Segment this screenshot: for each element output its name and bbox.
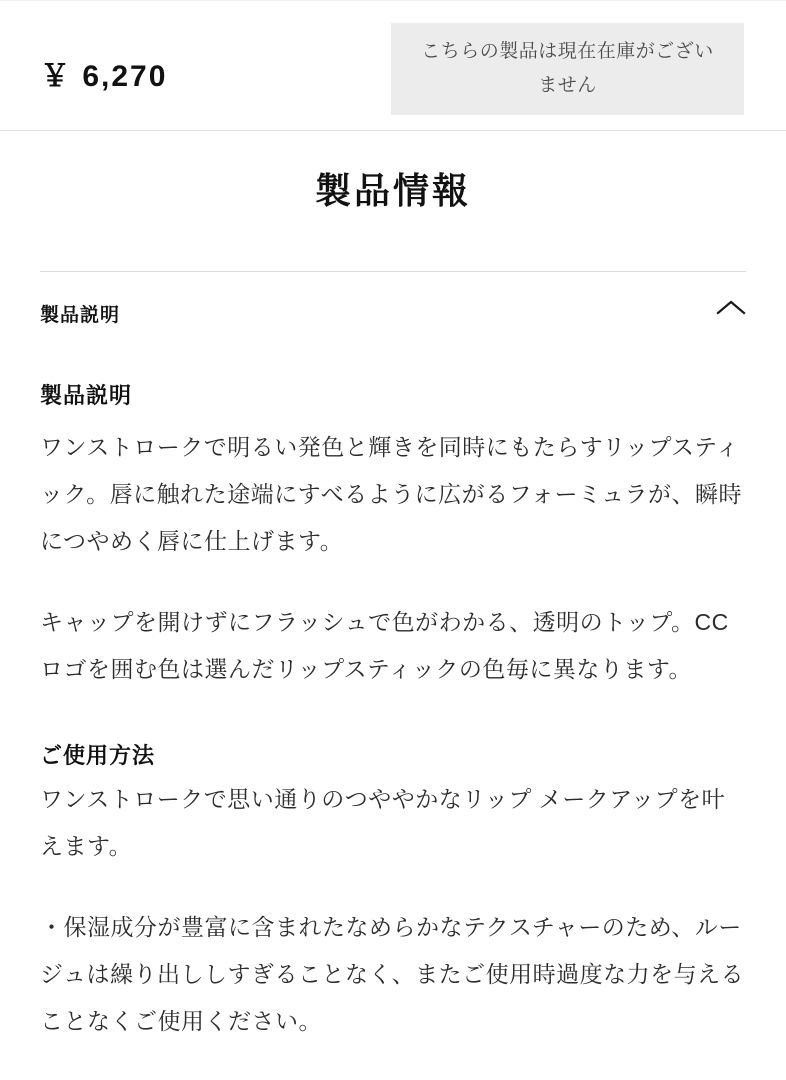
accordion-header-product-description[interactable] xyxy=(40,272,746,349)
accordion-label: 製品説明 xyxy=(40,305,121,326)
product-price: ￥ 6,270 xyxy=(40,60,168,93)
price-bar xyxy=(0,0,786,131)
usage-paragraph-2: ・保湿成分が豊富に含まれたなめらかなテクスチャーのため、ルージュは繰り出ししすぎることなく、またご使用時過度な力を与えることなくご使用ください。 xyxy=(40,914,745,1034)
out-of-stock-notice: こちらの製品は現在在庫がございません xyxy=(391,23,744,115)
usage-paragraph-1: ワンストロークで思い通りのつややかなリップ メークアップを叶えます。 xyxy=(40,786,726,859)
accordion-content xyxy=(40,349,746,1045)
description-heading: 製品説明 xyxy=(40,383,133,408)
page-title: 製品情報 xyxy=(314,170,471,211)
description-paragraph-1: ワンストロークで明るい発色と輝きを同時にもたらすリップスティック。唇に触れた途端にすべるように広がるフォーミュラが、瞬時につやめく唇に仕上げます。 xyxy=(40,434,743,554)
usage-heading: ご使用方法 xyxy=(40,743,156,768)
description-paragraph-2: キャップを開けずにフラッシュで色がわかる、透明のトップ。CCロゴを囲む色は選んだリップスティックの色毎に異なります。 xyxy=(40,609,729,682)
chevron-up-icon[interactable] xyxy=(716,298,746,318)
